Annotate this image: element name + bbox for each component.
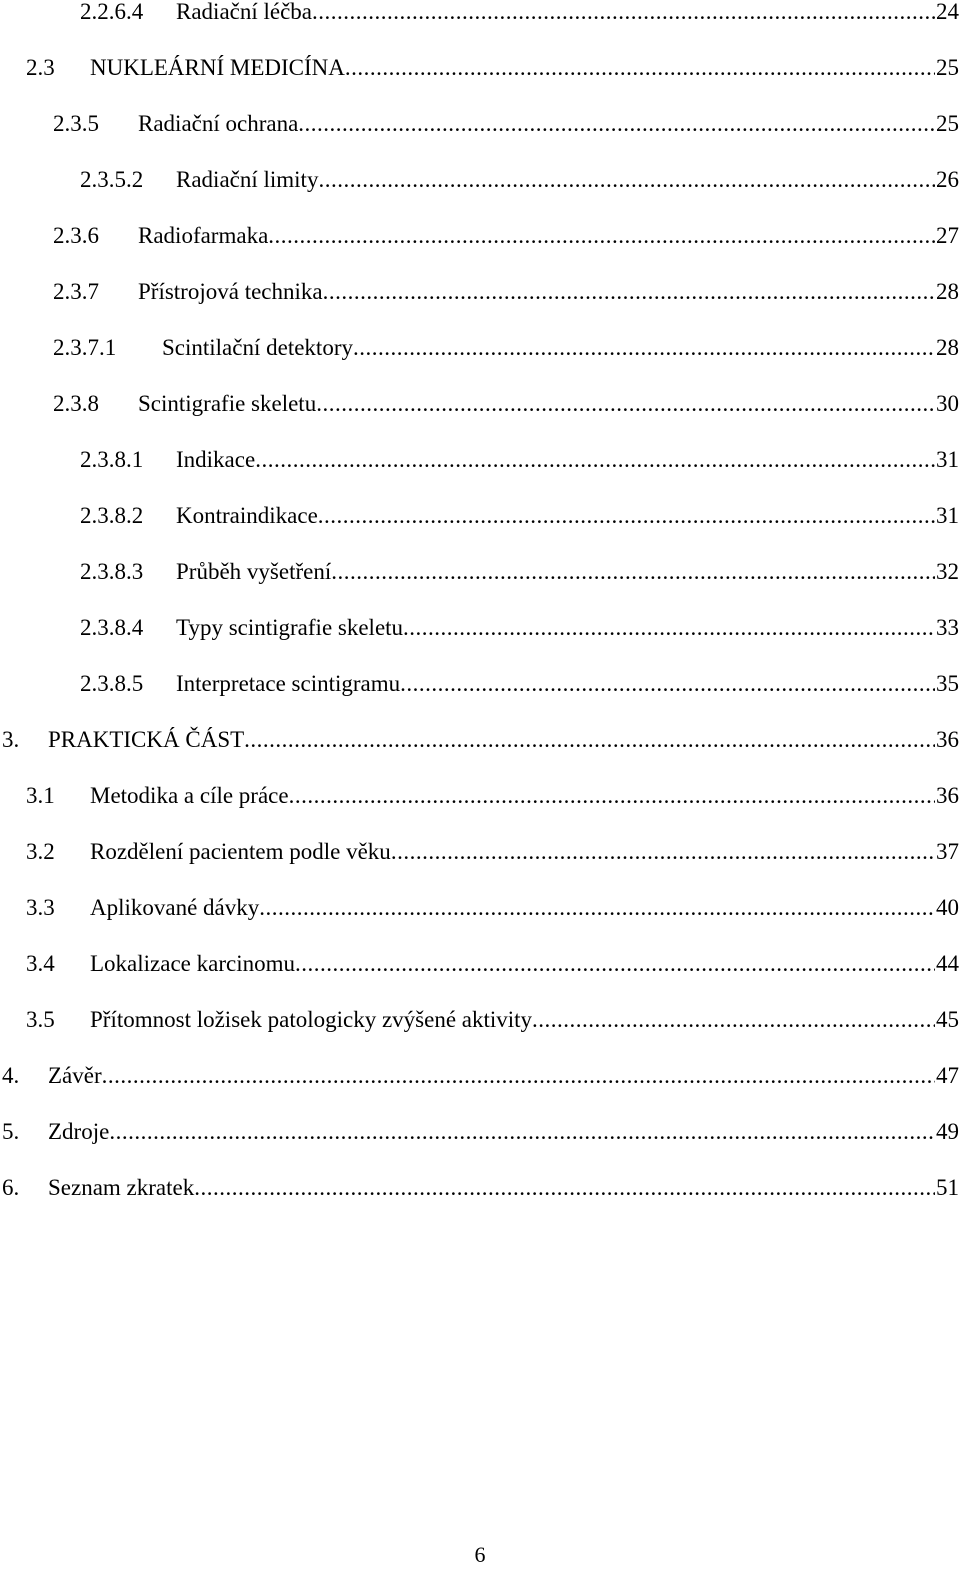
toc-entry-number: 2.3.7.1: [53, 335, 117, 360]
toc-entry-title: Scintilační detektory: [162, 335, 353, 360]
toc-entry-page: 37: [936, 839, 959, 864]
toc-entry-number: 3.2: [26, 839, 55, 864]
toc-entry-2-3-5[interactable]: [0, 108, 960, 140]
toc-entry-title: Přítomnost ložisek patologicky zvýšené aktivity: [90, 1007, 533, 1032]
toc-entry-title: Radiační limity: [176, 167, 319, 192]
toc-entry-number: 2.3.8.4: [80, 615, 144, 640]
toc-entry-number: 6.: [2, 1175, 20, 1200]
toc-entry-2-3-6[interactable]: [0, 220, 960, 252]
toc-entry-5[interactable]: [0, 1116, 960, 1148]
toc-entry-2-3-5-2[interactable]: [0, 164, 960, 196]
toc-entry-title: Seznam zkratek: [48, 1175, 195, 1200]
toc-entry-title: Závěr: [48, 1063, 102, 1088]
toc-entry-title: Průběh vyšetření: [176, 559, 332, 584]
toc-entry-title: Radiační ochrana: [138, 111, 299, 136]
toc-entry-number: 5.: [2, 1119, 20, 1144]
toc-dot-leader: [331, 556, 935, 588]
toc-entry-page: 49: [936, 1119, 959, 1144]
toc-dot-leader: [532, 1004, 935, 1036]
toc-entry-title: Metodika a cíle práce: [90, 783, 289, 808]
toc-entry-3-4[interactable]: [0, 948, 960, 980]
toc-dot-leader: [295, 948, 935, 980]
toc-entry-title: Aplikované dávky: [90, 895, 260, 920]
toc-entry-page: 25: [936, 111, 959, 136]
toc-entry-page: 24: [936, 0, 959, 24]
toc-entry-3-3[interactable]: [0, 892, 960, 924]
toc-dot-leader: [298, 108, 935, 140]
toc-dot-leader: [400, 668, 935, 700]
toc-entry-page: 31: [936, 447, 959, 472]
toc-entry-title: Scintigrafie skeletu: [138, 391, 317, 416]
toc-entry-number: 2.3.8.5: [80, 671, 144, 696]
toc-entry-number: 4.: [2, 1063, 20, 1088]
toc-entry-page: 28: [936, 279, 959, 304]
toc-entry-number: 2.3.8.3: [80, 559, 144, 584]
toc-entry-page: 28: [936, 335, 959, 360]
toc-entry-page: 35: [936, 671, 959, 696]
toc-dot-leader: [194, 1172, 935, 1204]
toc-entry-page: 25: [936, 55, 959, 80]
toc-entry-title: Typy scintigrafie skeletu: [176, 615, 404, 640]
toc-entry-page: 36: [936, 783, 959, 808]
toc-entry-2-2-6-4[interactable]: [0, 0, 960, 28]
toc-dot-leader: [318, 164, 935, 196]
toc-entry-page: 30: [936, 391, 959, 416]
toc-entry-2-3-8-3[interactable]: [0, 556, 960, 588]
toc-entry-2-3[interactable]: [0, 52, 960, 84]
toc-entry-page: 45: [936, 1007, 959, 1032]
toc-entry-number: 3.3: [26, 895, 55, 920]
toc-dot-leader: [244, 724, 935, 756]
toc-entry-title: PRAKTICKÁ ČÁST: [48, 727, 245, 752]
toc-entry-page: 47: [936, 1063, 959, 1088]
toc-entry-number: 2.3: [26, 55, 55, 80]
toc-entry-title: Zdroje: [48, 1119, 110, 1144]
toc-entry-2-3-8-4[interactable]: [0, 612, 960, 644]
toc-entry-page: 32: [936, 559, 959, 584]
toc-entry-2-3-8-5[interactable]: [0, 668, 960, 700]
toc-entry-number: 2.3.5.2: [80, 167, 144, 192]
toc-entry-page: 36: [936, 727, 959, 752]
toc-entry-page: 40: [936, 895, 959, 920]
toc-entry-4[interactable]: [0, 1060, 960, 1092]
toc-entry-3-5[interactable]: [0, 1004, 960, 1036]
toc-entry-6[interactable]: [0, 1172, 960, 1204]
toc-entry-number: 2.3.8: [53, 391, 99, 416]
toc-entry-page: 27: [936, 223, 959, 248]
toc-entry-3[interactable]: [0, 724, 960, 756]
toc-entry-2-3-7-1[interactable]: [0, 332, 960, 364]
toc-entry-title: Rozdělení pacientem podle věku: [90, 839, 391, 864]
toc-entry-page: 33: [936, 615, 959, 640]
toc-dot-leader: [316, 388, 935, 420]
toc-entry-title: NUKLEÁRNÍ MEDICÍNA: [90, 55, 345, 80]
toc-entry-title: Radiační léčba: [176, 0, 313, 24]
toc-entry-title: Radiofarmaka: [138, 223, 269, 248]
toc-entry-2-3-8-1[interactable]: [0, 444, 960, 476]
toc-dot-leader: [109, 1116, 935, 1148]
toc-entry-number: 2.2.6.4: [80, 0, 144, 24]
toc-entry-title: Interpretace scintigramu: [176, 671, 401, 696]
toc-dot-leader: [259, 892, 935, 924]
toc-dot-leader: [312, 0, 935, 28]
toc-entry-page: 51: [936, 1175, 959, 1200]
page-number: 6: [474, 1542, 486, 1567]
toc-dot-leader: [318, 500, 935, 532]
toc-dot-leader: [255, 444, 935, 476]
toc-entry-title: Indikace: [176, 447, 256, 472]
toc-entry-number: 2.3.8.2: [80, 503, 144, 528]
toc-dot-leader: [353, 332, 935, 364]
toc-entry-number: 2.3.8.1: [80, 447, 144, 472]
toc-dot-leader: [323, 276, 935, 308]
toc-entry-3-1[interactable]: [0, 780, 960, 812]
toc-entry-number: 3.4: [26, 951, 55, 976]
toc-dot-leader: [391, 836, 935, 868]
toc-entry-number: 2.3.7: [53, 279, 99, 304]
toc-entry-page: 44: [936, 951, 959, 976]
toc-entry-page: 26: [936, 167, 959, 192]
toc-entry-2-3-8[interactable]: [0, 388, 960, 420]
toc-entry-number: 3.: [2, 727, 20, 752]
toc-entry-title: Přístrojová technika: [138, 279, 323, 304]
toc-entry-2-3-8-2[interactable]: [0, 500, 960, 532]
toc-dot-leader: [289, 780, 935, 812]
toc-entry-2-3-7[interactable]: [0, 276, 960, 308]
toc-entry-number: 3.5: [26, 1007, 55, 1032]
toc-entry-title: Kontraindikace: [176, 503, 318, 528]
toc-dot-leader: [403, 612, 935, 644]
toc-entry-number: 2.3.6: [53, 223, 99, 248]
toc-dot-leader: [345, 52, 935, 84]
toc-entry-3-2[interactable]: [0, 836, 960, 868]
toc-entry-number: 2.3.5: [53, 111, 99, 136]
toc-entry-page: 31: [936, 503, 959, 528]
toc-entry-title: Lokalizace karcinomu: [90, 951, 295, 976]
toc-dot-leader: [268, 220, 935, 252]
toc-dot-leader: [102, 1060, 935, 1092]
toc-entry-number: 3.1: [26, 783, 55, 808]
